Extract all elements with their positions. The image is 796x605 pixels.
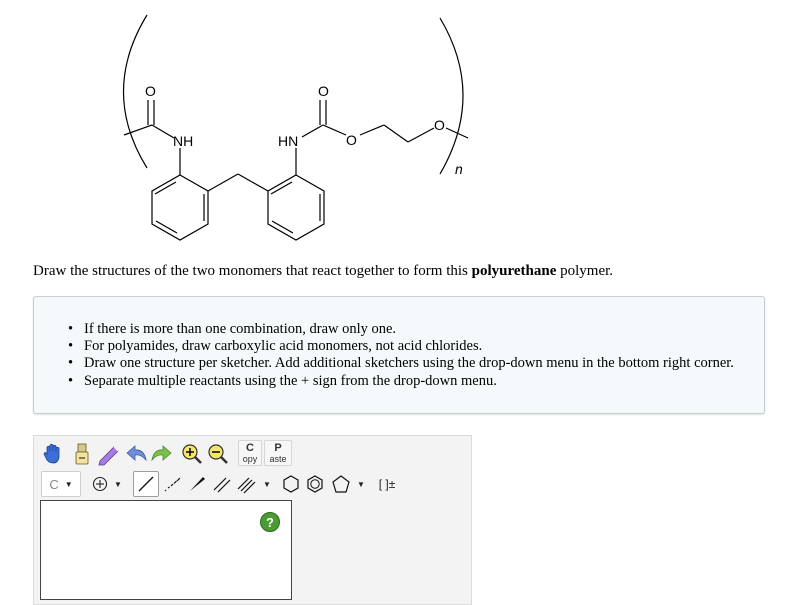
charge-icon [92, 476, 108, 492]
benzene-icon[interactable] [304, 471, 326, 497]
hint-list [84, 321, 734, 390]
atom-o-chain: O [434, 117, 445, 133]
right-bracket [440, 18, 463, 174]
bracket-charge-label: [ ]± [378, 477, 396, 491]
hand-icon[interactable] [42, 441, 64, 467]
cyclopentane-icon [331, 474, 351, 494]
left-bracket [124, 15, 148, 168]
cyclopentane-select[interactable] [328, 471, 368, 497]
paste-button[interactable] [264, 440, 292, 466]
atom-o-left: O [145, 83, 156, 99]
element-select[interactable] [41, 471, 81, 497]
atom-nh-left: NH [173, 133, 194, 149]
hint-item: • Separate multiple reactants using the + sign from the drop-down menu. [84, 373, 734, 390]
atom-o-right: O [318, 83, 329, 99]
question-emphasis: polyurethane [471, 263, 557, 279]
redo-icon[interactable] [150, 441, 174, 467]
eraser-icon[interactable] [70, 441, 94, 467]
double-bond-icon[interactable] [210, 471, 234, 497]
question-suffix: polymer. [556, 263, 614, 279]
question-prefix: Draw the structures of the two monomers that react together to form this [33, 263, 472, 279]
chevron-down-icon: ▼ [64, 479, 73, 489]
element-select-value: C [49, 476, 59, 492]
sketch-canvas[interactable] [40, 500, 292, 600]
help-label: ? [266, 514, 274, 530]
zoom-in-icon[interactable] [180, 441, 204, 467]
hint-item: • If there is more than one combination, draw only one. [84, 321, 734, 338]
single-bond-icon[interactable] [133, 471, 159, 497]
cyclohexane-icon[interactable] [280, 471, 302, 497]
hashed-bond-icon[interactable] [160, 471, 184, 497]
hint-item: • Draw one structure per sketcher. Add additional sketchers using the drop-down menu in the bottom right corner. [84, 355, 734, 372]
charge-select[interactable] [88, 471, 126, 497]
paste-button-initial: P [274, 441, 282, 454]
repeat-count-n: n [455, 161, 463, 177]
marker-icon[interactable] [96, 441, 122, 467]
triple-bond-select[interactable] [235, 471, 273, 497]
atom-nh-right: HN [278, 133, 299, 149]
chevron-down-icon: ▼ [114, 479, 122, 489]
paste-button-rest: aste [269, 453, 287, 464]
atom-o-ester: O [346, 132, 357, 148]
triple-bond-icon [237, 474, 257, 494]
bracket-charge-button[interactable] [374, 471, 400, 497]
chevron-down-icon: ▼ [357, 479, 365, 489]
copy-button-initial: C [246, 441, 254, 454]
undo-icon[interactable] [124, 441, 148, 467]
help-button[interactable] [260, 512, 280, 532]
hint-item: • For polyamides, draw carboxylic acid monomers, not acid chlorides. [84, 338, 734, 355]
question-text [33, 263, 613, 280]
wedge-bond-icon[interactable] [185, 471, 209, 497]
chevron-down-icon: ▼ [263, 479, 271, 489]
copy-button[interactable] [238, 440, 262, 466]
hint-box [33, 296, 765, 414]
copy-button-rest: opy [242, 453, 258, 464]
zoom-out-icon[interactable] [206, 441, 230, 467]
polymer-structure [0, 0, 796, 258]
